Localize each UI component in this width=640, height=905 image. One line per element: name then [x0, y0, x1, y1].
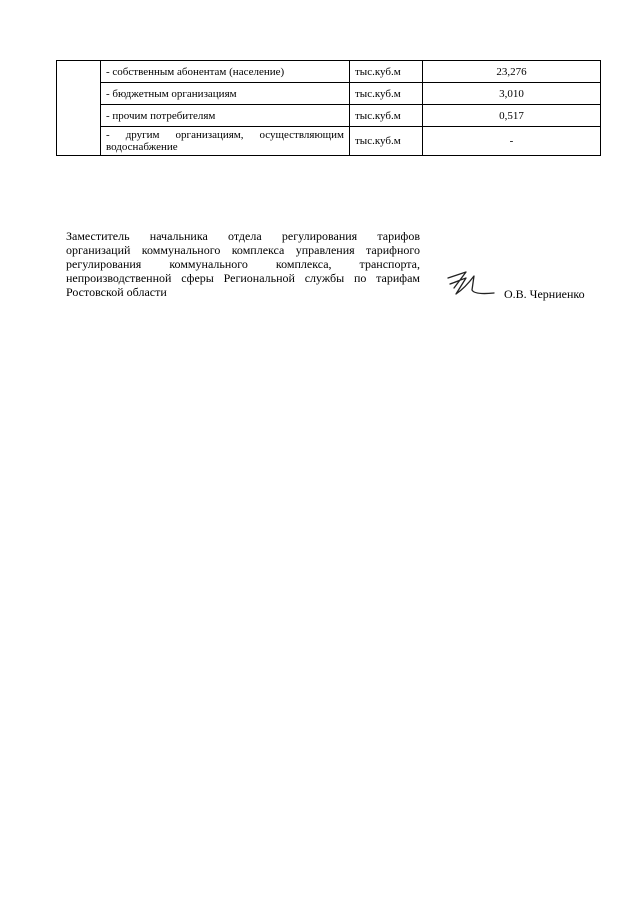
consumer-name-cell: - прочим потребителям: [101, 105, 350, 127]
unit-cell: тыс.куб.м: [350, 127, 423, 156]
position-line: организаций коммунального комплекса управления тарифного: [66, 243, 420, 257]
value-cell: 3,010: [423, 83, 601, 105]
position-line: непроизводственной сферы Региональной службы по тарифам: [66, 271, 420, 285]
signatory-position: [66, 229, 420, 299]
table-row: [57, 105, 601, 127]
consumer-name-cell: [101, 127, 350, 156]
consumer-name-line: - другим организациям, осуществляющим: [106, 129, 344, 141]
unit-cell: тыс.куб.м: [350, 83, 423, 105]
position-line: Ростовской области: [66, 285, 167, 299]
handwritten-signature: [444, 268, 496, 302]
consumer-name-line: водоснабжение: [106, 141, 178, 153]
value-cell: 0,517: [423, 105, 601, 127]
signer-name: О.В. Черниенко: [504, 287, 585, 301]
consumer-name-cell: - собственным абонентам (население): [101, 61, 350, 83]
value-cell: 23,276: [423, 61, 601, 83]
row-number-cell: [57, 61, 101, 156]
consumer-name-cell: - бюджетным организациям: [101, 83, 350, 105]
table-row: [57, 61, 601, 83]
position-line: Заместитель начальника отдела регулирования тарифов: [66, 229, 420, 243]
consumption-table: [56, 60, 601, 156]
table-row: [57, 127, 601, 156]
table-row: [57, 83, 601, 105]
position-line: регулирования коммунального комплекса, транспорта,: [66, 257, 420, 271]
unit-cell: тыс.куб.м: [350, 105, 423, 127]
unit-cell: тыс.куб.м: [350, 61, 423, 83]
value-cell: -: [423, 127, 601, 156]
